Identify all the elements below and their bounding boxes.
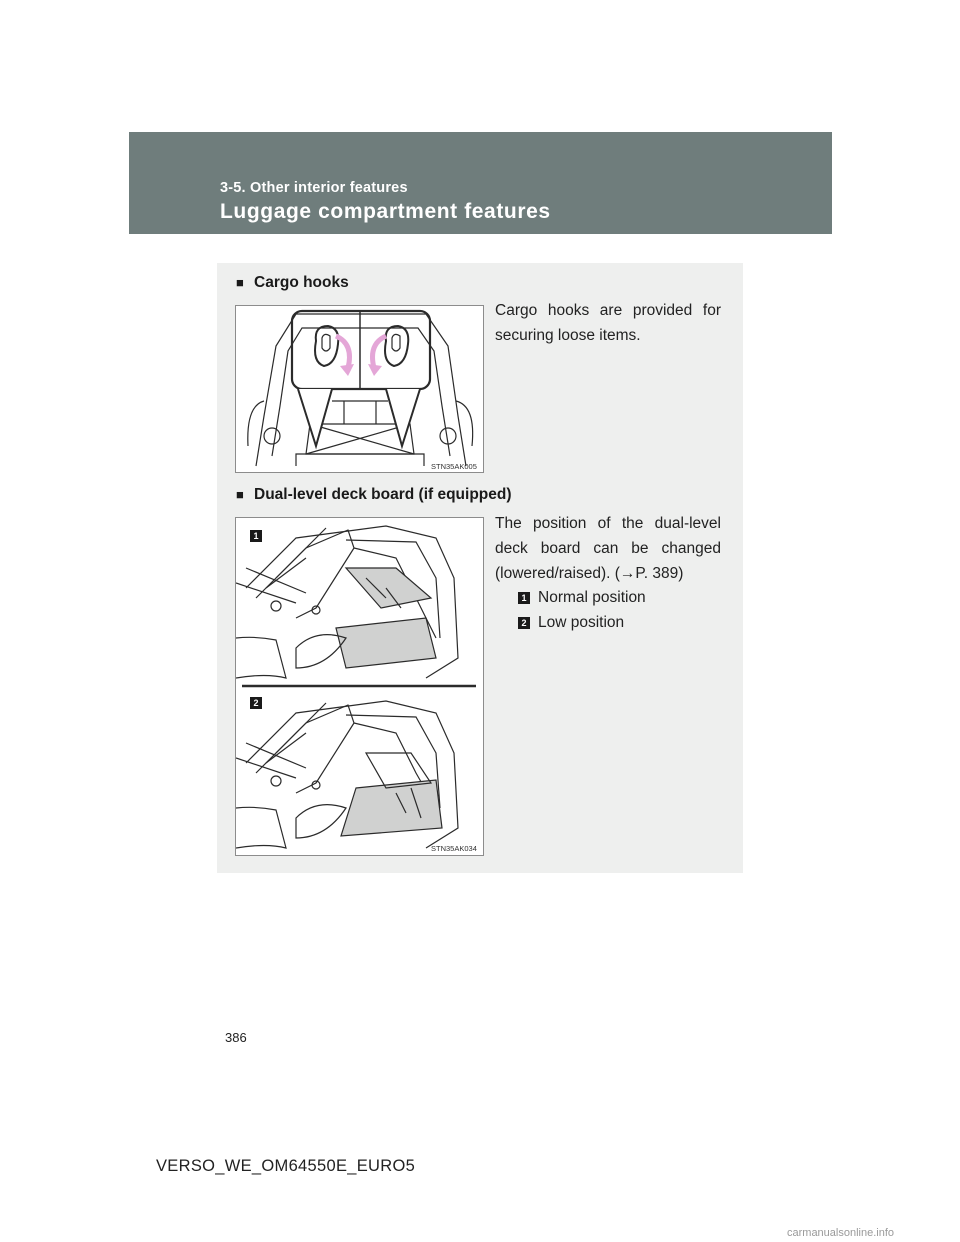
cargo-hooks-heading — [236, 274, 349, 292]
figure-marker-1: 1 — [250, 530, 262, 542]
page-title: Luggage compartment features — [220, 200, 551, 223]
deck-board-heading — [236, 486, 512, 504]
legend-item-normal — [518, 589, 646, 607]
legend-item-low — [518, 614, 624, 632]
deck-board-illustration — [235, 517, 484, 856]
legend-label-low: Low position — [538, 614, 625, 631]
legend-label-normal: Normal position — [538, 589, 646, 606]
watermark: carmanualsonline.info — [787, 1227, 895, 1239]
marker-1: 1 — [518, 592, 530, 604]
cargo-hooks-illustration — [235, 305, 484, 473]
page-number: 386 — [225, 1030, 247, 1045]
marker-2: 2 — [518, 617, 530, 629]
square-bullet-icon: ■ — [236, 275, 244, 290]
cargo-hooks-description: Cargo hooks are provided for securing loose items. — [495, 302, 721, 344]
cargo-hooks-heading-text: Cargo hooks — [254, 274, 349, 291]
deck-board-description: The position of the dual-level deck board can be changed (lowered/raised). (→P. 389) — [495, 515, 721, 582]
section-label: 3-5. Other interior features — [220, 180, 408, 196]
cargo-hooks-figure-code: STN35AK005 — [431, 462, 477, 471]
footer-code: VERSO_WE_OM64550E_EURO5 — [156, 1157, 416, 1175]
deck-board-figure-code: STN35AK034 — [431, 844, 477, 853]
figure-marker-2: 2 — [250, 697, 262, 709]
deck-board-heading-text: Dual-level deck board (if equipped) — [254, 486, 512, 503]
square-bullet-icon: ■ — [236, 487, 244, 502]
section-header-bar — [129, 132, 832, 234]
